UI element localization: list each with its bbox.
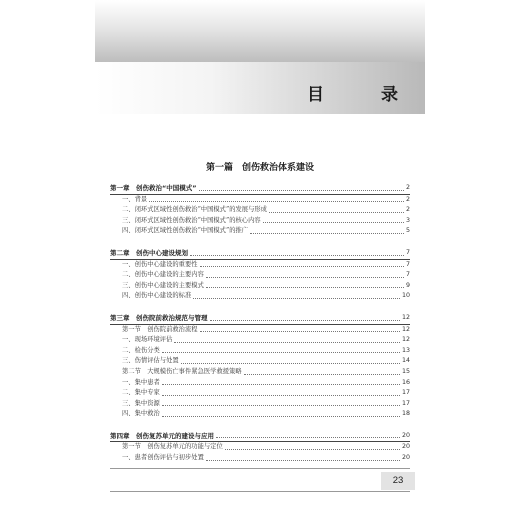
toc-item-entry[interactable] xyxy=(110,399,410,410)
toc-entry-label: 二、集中专家 xyxy=(122,389,160,397)
toc-item-entry[interactable] xyxy=(110,205,410,216)
toc-section-entry[interactable] xyxy=(110,325,410,336)
dot-leader xyxy=(181,363,400,364)
toc-item-entry[interactable] xyxy=(110,453,410,464)
toc-page-number: 7 xyxy=(405,271,410,279)
toc-item-entry[interactable] xyxy=(110,335,410,346)
section-gap xyxy=(110,420,410,431)
toc-entry-label: 三、创伤中心建设的主要模式 xyxy=(122,281,204,289)
toc-item-entry[interactable] xyxy=(110,226,410,237)
toc-item-entry[interactable] xyxy=(110,291,410,302)
dot-leader xyxy=(190,255,404,256)
toc-page-number: 9 xyxy=(405,281,410,289)
toc-item-entry[interactable] xyxy=(110,346,410,357)
footer-rule-bottom xyxy=(110,491,410,492)
toc-chapter-entry[interactable] xyxy=(110,183,410,194)
toc-page-number: 13 xyxy=(401,346,410,354)
toc-entry-label: 一、背景 xyxy=(122,195,148,203)
toc-page-number: 2 xyxy=(405,206,410,214)
toc-section-entry[interactable] xyxy=(110,442,410,453)
dot-leader xyxy=(162,352,400,353)
toc-item-entry[interactable] xyxy=(110,378,410,389)
toc-page-number: 14 xyxy=(401,357,410,365)
toc-item-entry[interactable] xyxy=(110,270,410,281)
toc-entry-label: 二、闭环式区域性创伤救治“中国模式”的发展与形成 xyxy=(122,206,267,214)
header-gradient-band xyxy=(95,0,425,62)
page-number: 23 xyxy=(381,472,415,490)
toc-page-number: 20 xyxy=(401,443,410,451)
toc-entry-label: 四、集中救治 xyxy=(122,410,160,418)
dot-leader xyxy=(162,416,400,417)
footer-rule xyxy=(110,468,410,469)
toc-chapter-label: 第三章 创伤院前救治规范与管理 xyxy=(110,313,208,322)
dot-leader xyxy=(206,287,404,288)
part-title: 第一篇 创伤救治体系建设 xyxy=(205,163,314,173)
toc-page-number: 18 xyxy=(401,410,410,418)
dot-leader xyxy=(206,460,400,461)
toc-section-entry[interactable] xyxy=(110,367,410,378)
toc-page-number: 20 xyxy=(401,454,410,462)
dot-leader xyxy=(149,201,404,202)
page-title: 目 录 xyxy=(307,85,418,105)
toc-page-number: 12 xyxy=(401,325,410,333)
toc-item-entry[interactable] xyxy=(110,409,410,420)
toc-entry-label: 一、集中患者 xyxy=(122,378,160,386)
toc-entry-label: 四、创伤中心建设的标准 xyxy=(122,292,192,300)
toc-page-number: 12 xyxy=(401,336,410,344)
toc-chapter-entry[interactable] xyxy=(110,431,410,442)
toc-item-entry[interactable] xyxy=(110,195,410,206)
dot-leader xyxy=(200,266,404,267)
toc-page-number: 17 xyxy=(401,399,410,407)
toc-entry-label: 三、集中资源 xyxy=(122,399,160,407)
toc-entry-label: 第一节 创伤院前救治流程 xyxy=(122,325,198,333)
toc-entry-label: 第一节 创伤复苏单元的功能与定位 xyxy=(122,443,223,451)
dot-leader xyxy=(250,233,404,234)
toc-page-number: 2 xyxy=(405,184,410,191)
toc-page-number: 2 xyxy=(405,195,410,203)
toc-entry-label: 第二节 大规模伤亡事件紧急医学救援策略 xyxy=(122,367,242,375)
toc-chapter-label: 第四章 创伤复苏单元的建设与应用 xyxy=(110,431,214,440)
toc-entry-label: 二、检伤分类 xyxy=(122,346,160,354)
toc-chapter-label: 第二章 创伤中心建设规划 xyxy=(110,248,188,257)
toc-page-number: 3 xyxy=(405,216,410,224)
toc-item-entry[interactable] xyxy=(110,216,410,227)
dot-leader xyxy=(210,320,400,321)
toc-page-number: 15 xyxy=(401,367,410,375)
toc-entry-label: 一、患者创伤评估与初步处置 xyxy=(122,454,204,462)
toc-item-entry[interactable] xyxy=(110,260,410,271)
toc-page-number: 17 xyxy=(401,389,410,397)
dot-leader xyxy=(174,342,400,343)
toc-item-entry[interactable] xyxy=(110,356,410,367)
dot-leader xyxy=(263,222,404,223)
dot-leader xyxy=(162,395,400,396)
section-gap xyxy=(110,237,410,248)
section-gap xyxy=(110,302,410,313)
toc-page-number: 10 xyxy=(401,292,410,300)
toc-entry-label: 二、创伤中心建设的主要内容 xyxy=(122,271,204,279)
dot-leader xyxy=(216,437,400,438)
toc-chapter-entry[interactable] xyxy=(110,313,410,324)
toc-chapter-label: 第一章 创伤救治“中国模式” xyxy=(110,184,197,192)
dot-leader xyxy=(162,405,400,406)
dot-leader xyxy=(199,190,404,191)
dot-leader xyxy=(225,449,400,450)
dot-leader xyxy=(200,331,400,332)
toc-page-number: 7 xyxy=(405,248,410,256)
toc-item-entry[interactable] xyxy=(110,281,410,292)
toc-page-number: 20 xyxy=(401,431,410,439)
toc-entry-label: 三、伤情评估与处置 xyxy=(122,357,179,365)
dot-leader xyxy=(162,384,400,385)
toc-page-number: 7 xyxy=(405,260,410,268)
toc-page-number: 12 xyxy=(401,313,410,321)
toc-item-entry[interactable] xyxy=(110,388,410,399)
toc-entry-label: 一、现场环境评估 xyxy=(122,336,173,344)
toc-page-number: 16 xyxy=(401,378,410,386)
dot-leader xyxy=(269,212,404,213)
toc-entry-label: 四、闭环式区域性创伤救治“中国模式”的推广 xyxy=(122,227,249,235)
dot-leader xyxy=(193,298,400,299)
table-of-contents xyxy=(110,183,410,464)
toc-chapter-entry[interactable] xyxy=(110,248,410,259)
dot-leader xyxy=(244,374,400,375)
toc-page-number: 5 xyxy=(405,227,410,235)
toc-entry-label: 一、创伤中心建设的重要性 xyxy=(122,260,198,268)
toc-entry-label: 三、闭环式区域性创伤救治“中国模式”的核心内容 xyxy=(122,216,261,224)
dot-leader xyxy=(206,277,404,278)
